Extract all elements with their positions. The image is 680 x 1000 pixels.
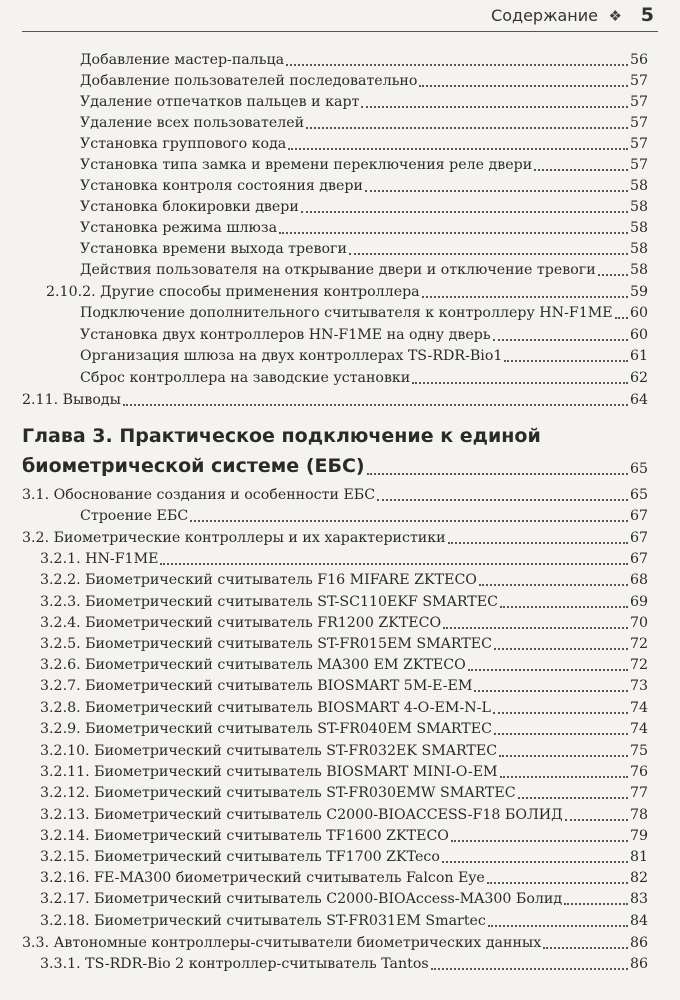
header-rule — [22, 31, 658, 32]
chapter-3-entry[interactable] — [22, 452, 648, 479]
toc-entry[interactable]: 3.2.5. Биометрический считыватель ST-FR015EM SMARTEC 72 — [40, 636, 648, 652]
toc-entry[interactable]: 3.2.18. Биометрический считыватель ST-FR031EM Smartec 84 — [40, 913, 648, 929]
toc-entry[interactable]: 3.2. Биометрические контроллеры и их характеристики 67 — [22, 530, 648, 546]
toc-entry[interactable]: Добавление пользователей последовательно 57 — [80, 73, 648, 89]
toc-entry[interactable]: Строение ЕБС 67 — [80, 508, 648, 524]
toc-entry[interactable]: Установка режима шлюза 58 — [80, 220, 648, 236]
toc-entry[interactable]: 3.2.1. HN-F1ME 67 — [40, 551, 648, 567]
toc-entry[interactable]: Установка времени выхода тревоги 58 — [80, 241, 648, 257]
toc-entry[interactable]: Организация шлюза на двух контроллерах TS-RDR-Bio1 61 — [80, 348, 648, 364]
toc-entry[interactable]: 3.3.1. TS-RDR-Bio 2 контроллер-считыватель Tantos 86 — [40, 956, 648, 972]
toc-entry[interactable]: Установка контроля состояния двери 58 — [80, 178, 648, 194]
toc-entry[interactable]: 3.2.3. Биометрический считыватель ST-SC110EKF SMARTEC 69 — [40, 594, 648, 610]
page-header — [0, 0, 680, 40]
toc-entry[interactable]: 3.2.13. Биометрический считыватель C2000-BIOACCESS-F18 БОЛИД 78 — [40, 807, 648, 823]
page-number: 5 — [640, 4, 654, 26]
chapter-page: 65 — [629, 461, 648, 477]
toc-entry[interactable]: 3.2.7. Биометрический считыватель BIOSMART 5M-E-EM 73 — [40, 678, 648, 694]
toc-entry[interactable]: 2.10.2. Другие способы применения контроллера 59 — [46, 284, 648, 300]
toc-entry[interactable]: 3.2.8. Биометрический считыватель BIOSMART 4-O-EM-N-L 74 — [40, 700, 648, 716]
toc-entry[interactable]: 3.2.12. Биометрический считыватель ST-FR030EMW SMARTEC 77 — [40, 785, 648, 801]
toc-entry[interactable]: Установка типа замка и времени переключения реле двери 57 — [80, 157, 648, 173]
toc-entry[interactable]: 3.2.11. Биометрический считыватель BIOSMART MINI-O-EM 76 — [40, 764, 648, 780]
toc-entry[interactable]: 3.2.9. Биометрический считыватель ST-FR040EM SMARTEC 74 — [40, 721, 648, 737]
toc-entry[interactable]: 3.2.6. Биометрический считыватель MA300 EM ZKTECO 72 — [40, 657, 648, 673]
toc-entry[interactable]: Подключение дополнительного считывателя к контроллеру HN-F1ME 60 — [80, 305, 648, 321]
toc-entry[interactable]: Удаление всех пользователей 57 — [80, 115, 648, 131]
toc-entry[interactable]: Сброс контроллера на заводские установки 62 — [80, 370, 648, 386]
toc-entry[interactable]: 3.2.10. Биометрический считыватель ST-FR032EK SMARTEC 75 — [40, 743, 648, 759]
ornament-icon: ❖ — [608, 7, 622, 25]
toc-entry[interactable]: Установка группового кода 57 — [80, 136, 648, 152]
chapter-title-line-1: Глава 3. Практическое подключение к единой — [22, 425, 541, 447]
toc-entry[interactable]: 3.1. Обоснование создания и особенности ЕБС 65 — [22, 487, 648, 503]
toc-entry[interactable]: Установка блокировки двери 58 — [80, 199, 648, 215]
toc-entry[interactable]: 3.2.17. Биометрический считыватель C2000-BIOAccess-MA300 Болид 83 — [40, 891, 648, 907]
toc-entry[interactable]: 3.2.16. FE-MA300 биометрический считыватель Falcon Eye 82 — [40, 870, 648, 886]
toc-entry[interactable]: 2.11. Выводы 64 — [22, 392, 648, 408]
toc-entry[interactable]: Удаление отпечатков пальцев и карт 57 — [80, 94, 648, 110]
toc-entry[interactable]: 3.2.14. Биометрический считыватель TF1600 ZKTECO 79 — [40, 828, 648, 844]
toc-entry[interactable]: 3.3. Автономные контроллеры-считыватели биометрических данных 86 — [22, 935, 648, 951]
running-title: Содержание — [491, 6, 598, 25]
chapter-title-line-2: биометрической системе (ЕБС) — [22, 455, 365, 477]
toc-entry[interactable]: 3.2.4. Биометрический считыватель FR1200 ZKTECO 70 — [40, 615, 648, 631]
toc-entry[interactable]: Действия пользователя на открывание двери и отключение тревоги 58 — [80, 262, 648, 278]
toc-entry[interactable]: Добавление мастер-пальца 56 — [80, 52, 648, 68]
toc-entry[interactable]: Установка двух контроллеров HN-F1ME на одну дверь 60 — [80, 327, 648, 343]
toc-entry[interactable]: 3.2.2. Биометрический считыватель F16 MIFARE ZKTECO 68 — [40, 572, 648, 588]
chapter-3-heading[interactable] — [22, 423, 541, 450]
toc-entry[interactable]: 3.2.15. Биометрический считыватель TF1700 ZKTeco 81 — [40, 849, 648, 865]
